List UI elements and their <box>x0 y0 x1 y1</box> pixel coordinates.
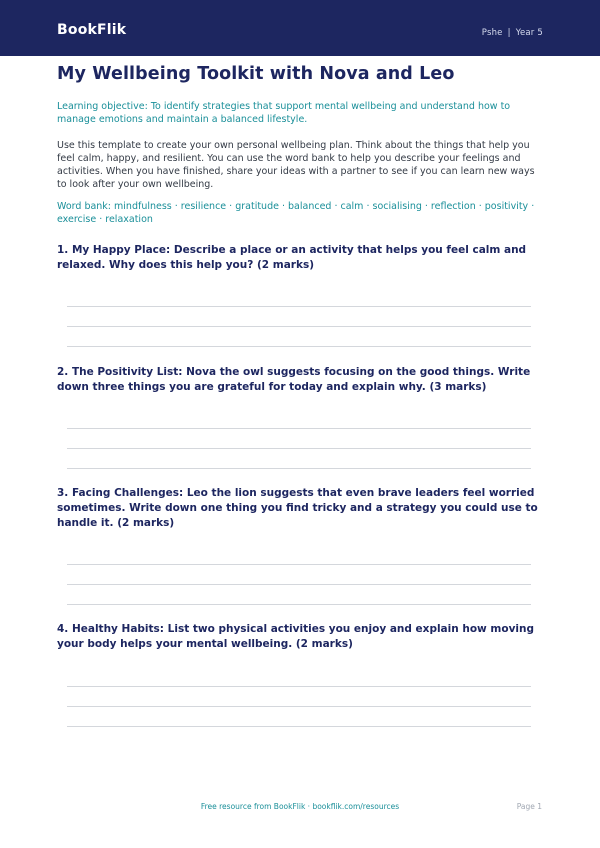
answer-line-4-2[interactable] <box>67 706 531 707</box>
answer-line-2-2[interactable] <box>67 448 531 449</box>
answer-line-2-3[interactable] <box>67 468 531 469</box>
question-4: 4. Healthy Habits: List two physical activities you enjoy and explain how moving your body helps your mental wellbeing. (2 marks) <box>57 623 535 650</box>
year-label: Year 5 <box>515 28 543 38</box>
word-bank: Word bank: mindfulness · resilience · gratitude · balanced · calm · socialising · reflection · positivity · exercise · relaxation <box>57 201 535 225</box>
brand-logo-text: BookFlik <box>57 22 127 38</box>
answer-line-3-1[interactable] <box>67 564 531 565</box>
subject-label: Pshe <box>481 28 503 38</box>
question-1: 1. My Happy Place: Describe a place or an activity that helps you feel calm and relaxed. Why does this help you? (2 marks) <box>57 244 527 271</box>
answer-line-2-1[interactable] <box>67 428 531 429</box>
subject-year-label <box>482 28 543 38</box>
answer-line-1-1[interactable] <box>67 306 531 307</box>
page-title: My Wellbeing Toolkit with Nova and Leo <box>57 64 455 84</box>
answer-line-3-3[interactable] <box>67 604 531 605</box>
page-number: Page 1 <box>516 802 542 811</box>
answer-line-4-3[interactable] <box>67 726 531 727</box>
answer-line-3-2[interactable] <box>67 584 531 585</box>
question-2: 2. The Positivity List: Nova the owl suggests focusing on the good things. Write down three things you are grateful for today and explain why. (3 marks) <box>57 366 531 393</box>
question-3: 3. Facing Challenges: Leo the lion suggests that even brave leaders feel worried sometimes. Write down one thing you find tricky and a strategy you could use to handle it. (2 marks) <box>57 487 538 529</box>
intro-paragraph: Use this template to create your own personal wellbeing plan. Think about the things that help you feel calm, happy, and resilient. You can use the word bank to help you describe your feelings and activities. When you have finished, share your ideas with a partner to see if you can learn new ways to look after your own wellbeing. <box>57 140 535 190</box>
answer-line-4-1[interactable] <box>67 686 531 687</box>
footer-credit[interactable]: Free resource from BookFlik · bookflik.com/resources <box>200 802 400 811</box>
page-header <box>0 0 600 56</box>
learning-objective: Learning objective: To identify strategies that support mental wellbeing and understand how to manage emotions and maintain a balanced lifestyle. <box>57 101 511 125</box>
answer-line-1-2[interactable] <box>67 326 531 327</box>
meta-separator: | <box>507 28 511 38</box>
answer-line-1-3[interactable] <box>67 346 531 347</box>
